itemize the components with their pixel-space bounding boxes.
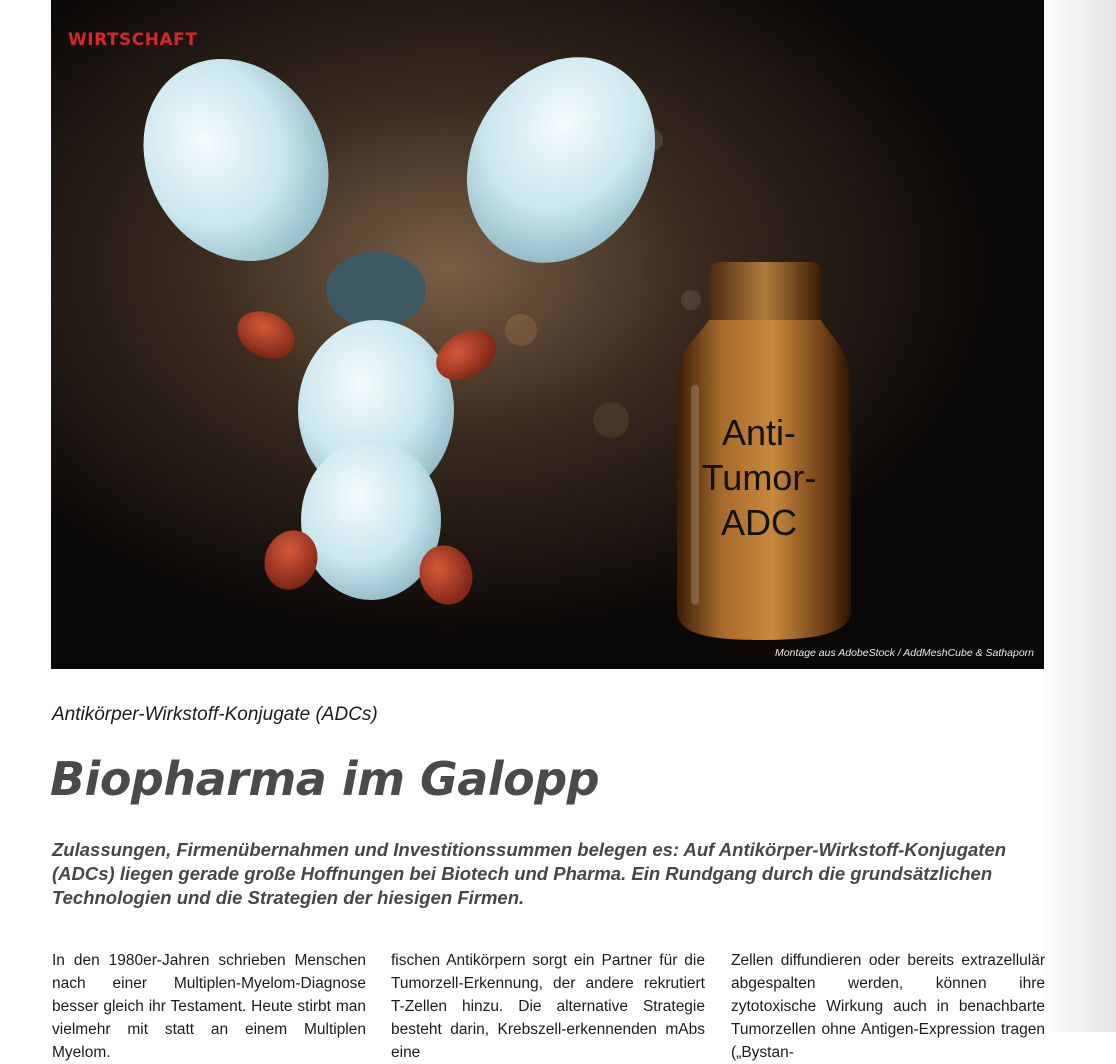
article-column-2 — [391, 949, 705, 1064]
bottle-label-line-3: ADC — [720, 502, 798, 543]
image-credit: Montage aus AdobeStock / AddMeshCube & Sathaporn — [775, 647, 1034, 659]
column-3-text: Zellen diffundieren oder bereits extrazellulär abgespalten werden, können ihre zytotoxische Wirkung auch in benachbarte Tumorzellen ohne Antigen-Expression tragen („Bystan- — [731, 952, 1045, 1061]
hero-image — [51, 0, 1044, 669]
article-column-1 — [52, 949, 366, 1064]
article-lead: Zulassungen, Firmenübernahmen und Investitionssummen belegen es: Auf Antikörper-Wirkstoff-Konjugaten (ADCs) liegen gerade große Hoffnungen bei Biotech und Pharma. Ein Rundgang durch die grundsätzlichen Technologien und die Strategien der hiesigen Firmen. — [52, 839, 1007, 908]
hero-illustration — [51, 0, 1044, 669]
bottle-label-line-2: Tumor- — [701, 457, 817, 498]
section-label[interactable]: WIRTSCHAFT — [68, 30, 198, 50]
column-2-text: fischen Antikörpern sorgt ein Partner für die Tumorzell-Erkennung, der andere rekrutiert T-Zellen hinzu. Die alternative Strategie besteht darin, Krebszell-erkennenden mAbs eine — [391, 952, 705, 1061]
article-headline: Biopharma im Galopp — [50, 752, 600, 806]
bottle-label-line-1: Anti- — [721, 412, 797, 453]
article-kicker: Antikörper-Wirkstoff-Konjugate (ADCs) — [52, 704, 378, 725]
column-1-text: In den 1980er-Jahren schrieben Menschen nach einer Multiplen-Myelom-Diagnose besser gleich ihr Testament. Heute stirbt man vielmehr mit statt an einem Multiplen Myelom. — [52, 952, 366, 1061]
article-column-3 — [731, 949, 1045, 1064]
